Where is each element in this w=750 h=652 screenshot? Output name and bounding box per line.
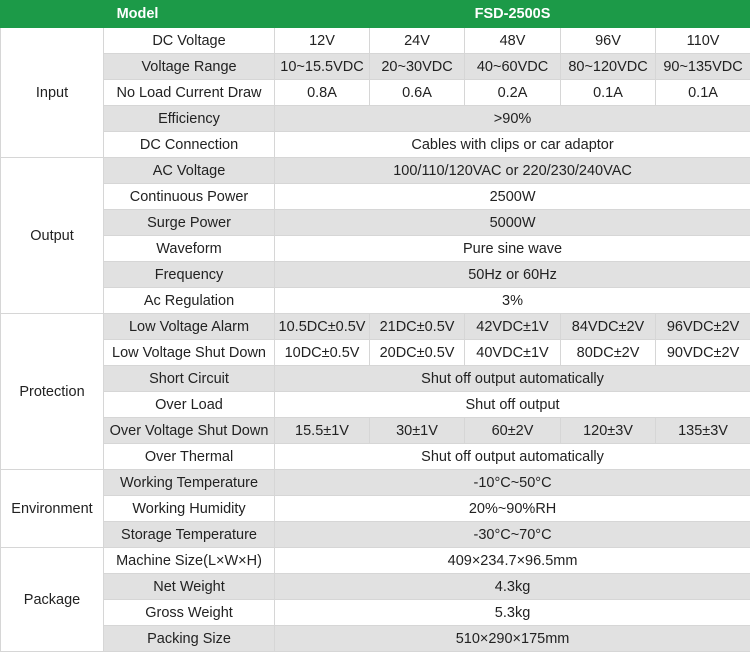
row-label: Frequency — [104, 262, 275, 288]
row-value: 96V — [561, 28, 656, 54]
row-value: 510×290×175mm — [275, 626, 750, 652]
row-label: DC Voltage — [104, 28, 275, 54]
row-value: 120±3V — [561, 418, 656, 444]
row-label: Net Weight — [104, 574, 275, 600]
row-value: 10.5DC±0.5V — [275, 314, 370, 340]
row-label: Continuous Power — [104, 184, 275, 210]
table-row — [1, 80, 750, 106]
table-row — [1, 366, 750, 392]
row-value: 100/110/120VAC or 220/230/240VAC — [275, 158, 750, 184]
row-value: 48V — [465, 28, 561, 54]
row-value: 90~135VDC — [656, 54, 750, 80]
header-row — [1, 1, 750, 28]
table-row — [1, 600, 750, 626]
row-label: Surge Power — [104, 210, 275, 236]
row-value: 110V — [656, 28, 750, 54]
table-row — [1, 106, 750, 132]
row-value: Shut off output automatically — [275, 444, 750, 470]
table-row — [1, 548, 750, 574]
table-row — [1, 184, 750, 210]
row-value: 21DC±0.5V — [370, 314, 465, 340]
row-label: Working Humidity — [104, 496, 275, 522]
row-label: Working Temperature — [104, 470, 275, 496]
row-value: 15.5±1V — [275, 418, 370, 444]
row-value: 4.3kg — [275, 574, 750, 600]
row-value: 10DC±0.5V — [275, 340, 370, 366]
row-value: 5.3kg — [275, 600, 750, 626]
row-value: Cables with clips or car adaptor — [275, 132, 750, 158]
row-value: -10°C~50°C — [275, 470, 750, 496]
table-row — [1, 132, 750, 158]
spec-body — [1, 28, 750, 652]
row-value: Shut off output automatically — [275, 366, 750, 392]
row-label: Low Voltage Alarm — [104, 314, 275, 340]
row-label: Short Circuit — [104, 366, 275, 392]
model-header-label: Model — [1, 1, 275, 28]
table-row — [1, 496, 750, 522]
group-label: Environment — [1, 470, 104, 548]
row-value: 3% — [275, 288, 750, 314]
table-row — [1, 418, 750, 444]
row-value: 24V — [370, 28, 465, 54]
table-row — [1, 470, 750, 496]
row-label: Machine Size(L×W×H) — [104, 548, 275, 574]
row-value: 40~60VDC — [465, 54, 561, 80]
group-label: Output — [1, 158, 104, 314]
row-value: >90% — [275, 106, 750, 132]
row-value: 96VDC±2V — [656, 314, 750, 340]
row-value: 30±1V — [370, 418, 465, 444]
table-row — [1, 158, 750, 184]
row-value: 0.8A — [275, 80, 370, 106]
group-label: Protection — [1, 314, 104, 470]
row-label: Voltage Range — [104, 54, 275, 80]
table-row — [1, 626, 750, 652]
group-label: Package — [1, 548, 104, 652]
row-value: 84VDC±2V — [561, 314, 656, 340]
row-value: 20DC±0.5V — [370, 340, 465, 366]
row-label: AC Voltage — [104, 158, 275, 184]
row-label: Efficiency — [104, 106, 275, 132]
table-row — [1, 288, 750, 314]
row-value: Shut off output — [275, 392, 750, 418]
row-value: 12V — [275, 28, 370, 54]
row-label: Packing Size — [104, 626, 275, 652]
row-label: Over Voltage Shut Down — [104, 418, 275, 444]
row-value: 0.6A — [370, 80, 465, 106]
row-label: Low Voltage Shut Down — [104, 340, 275, 366]
table-row — [1, 236, 750, 262]
row-label: DC Connection — [104, 132, 275, 158]
row-label: Storage Temperature — [104, 522, 275, 548]
row-value: 0.1A — [656, 80, 750, 106]
table-row — [1, 210, 750, 236]
table-row — [1, 392, 750, 418]
table-row — [1, 262, 750, 288]
row-value: 80~120VDC — [561, 54, 656, 80]
row-value: 135±3V — [656, 418, 750, 444]
row-label: Waveform — [104, 236, 275, 262]
row-label: No Load Current Draw — [104, 80, 275, 106]
model-header-value: FSD-2500S — [275, 1, 750, 28]
row-label: Over Thermal — [104, 444, 275, 470]
table-row — [1, 340, 750, 366]
row-value: 10~15.5VDC — [275, 54, 370, 80]
row-value: 60±2V — [465, 418, 561, 444]
row-value: 2500W — [275, 184, 750, 210]
row-value: 20~30VDC — [370, 54, 465, 80]
row-value: 5000W — [275, 210, 750, 236]
row-value: Pure sine wave — [275, 236, 750, 262]
row-value: 80DC±2V — [561, 340, 656, 366]
row-value: 0.1A — [561, 80, 656, 106]
row-value: 90VDC±2V — [656, 340, 750, 366]
row-value: 42VDC±1V — [465, 314, 561, 340]
row-value: 20%~90%RH — [275, 496, 750, 522]
row-value: 0.2A — [465, 80, 561, 106]
row-value: 40VDC±1V — [465, 340, 561, 366]
row-value: -30°C~70°C — [275, 522, 750, 548]
row-label: Gross Weight — [104, 600, 275, 626]
table-row — [1, 522, 750, 548]
table-row — [1, 54, 750, 80]
row-value: 409×234.7×96.5mm — [275, 548, 750, 574]
row-label: Over Load — [104, 392, 275, 418]
table-row — [1, 314, 750, 340]
row-label: Ac Regulation — [104, 288, 275, 314]
table-row — [1, 574, 750, 600]
table-row — [1, 28, 750, 54]
table-row — [1, 444, 750, 470]
row-value: 50Hz or 60Hz — [275, 262, 750, 288]
group-label: Input — [1, 28, 104, 158]
